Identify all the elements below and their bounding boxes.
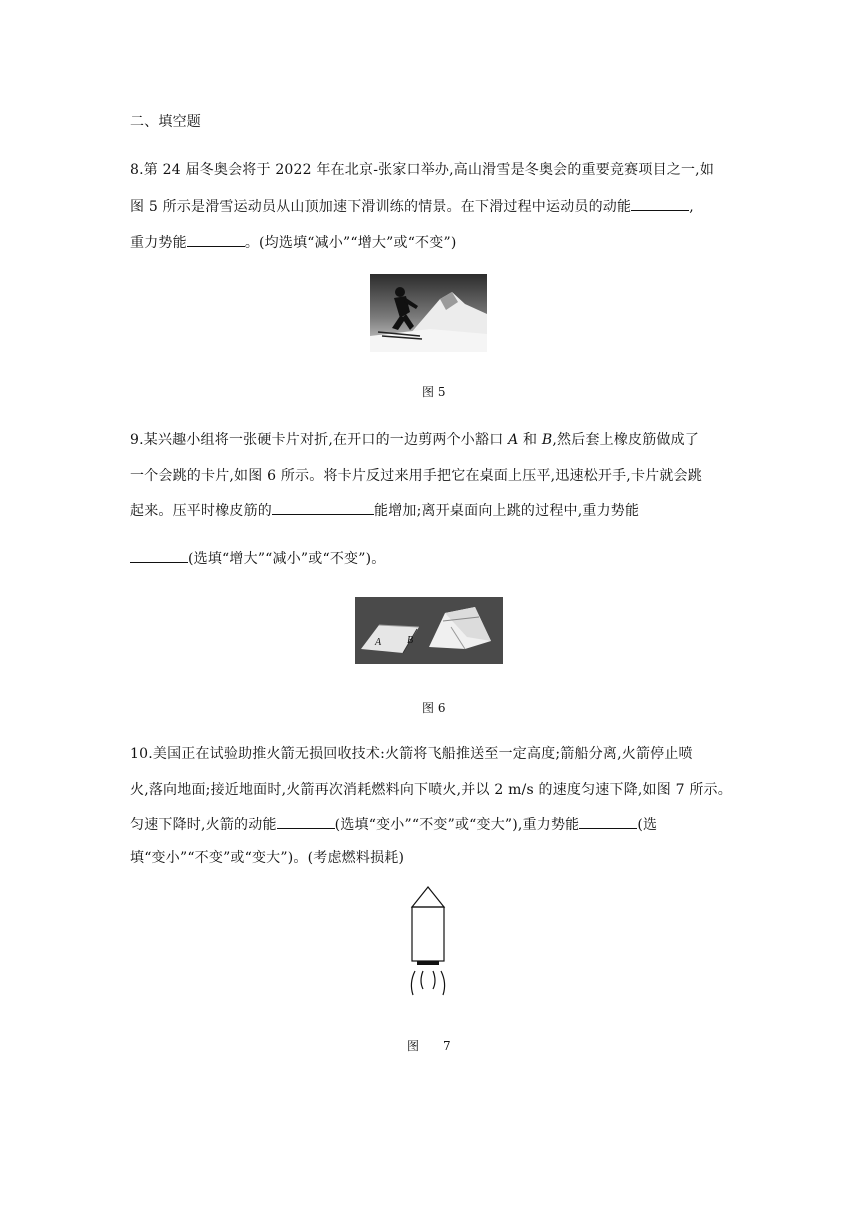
q10-line-3-tail: (选 [637, 817, 658, 833]
q10-line-3-mid: (选填“变小”“不变”或“变大”),重力势能 [334, 817, 580, 833]
figure-6-card-photo [355, 597, 503, 664]
figure-6-caption: 图 6 [422, 701, 446, 715]
var-b: B [541, 432, 553, 448]
rocket-diagram [405, 885, 451, 1000]
figure-7-caption: 图 7 [407, 1039, 451, 1053]
fig-label-a: A [375, 637, 382, 648]
figure-5-skier-photo [370, 274, 487, 352]
q8-line-3-text: 重力势能 [130, 235, 187, 251]
q9-line-1-text: 9.某兴趣小组将一张硬卡片对折,在开口的一边剪两个小豁口 [130, 432, 509, 448]
q8-line-2-text: 图 5 所示是滑雪运动员从山顶加速下滑训练的情景。在下滑过程中运动员的动能 [130, 199, 632, 215]
skier-image [370, 274, 487, 352]
q9-line-2: 一个会跳的卡片,如图 6 所示。将卡片反过来用手把它在桌面上压平,迅速松开手,卡片就会跳 [130, 468, 702, 484]
q8-line-3-tail: 。(均选填“减小”“增大”或“不变”) [244, 235, 457, 251]
q9-line-4 [130, 548, 385, 569]
q8-line-2-tail: , [689, 199, 694, 215]
q9-line-1-tail: ,然后套上橡皮筋做成了 [552, 432, 700, 448]
q9-line-3-tail: 能增加;离开桌面向上跳的过程中,重力势能 [374, 503, 640, 519]
q8-line-3 [130, 232, 456, 253]
q10-line-2: 火,落向地面;接近地面时,火箭再次消耗燃料向下喷火,并以 2 m/s 的速度匀速下降,如图 7 所示。 [130, 782, 732, 798]
answer-blank[interactable] [631, 196, 689, 211]
figure-5-caption: 图 5 [422, 385, 446, 399]
q10-line-3-text: 匀速下降时,火箭的动能 [130, 817, 277, 833]
q10-line-4: 填“变小”“不变”或“变大”)。(考虑燃料损耗) [130, 850, 405, 866]
q9-line-3-text: 起来。压平时橡皮筋的 [130, 503, 272, 519]
q9-line-1 [130, 430, 699, 450]
figure-7-rocket [405, 885, 451, 1000]
q10-line-3 [130, 814, 657, 835]
q9-and: 和 [518, 432, 542, 448]
q9-line-4-text: (选填“增大”“减小”或“不变”)。 [188, 551, 386, 567]
answer-blank[interactable] [579, 814, 637, 829]
q8-line-1: 8.第 24 届冬奥会将于 2022 年在北京-张家口举办,高山滑雪是冬奥会的重要竞赛项目之一,如 [130, 162, 715, 178]
answer-blank[interactable] [187, 232, 245, 247]
fig-label-b: B [407, 635, 414, 646]
answer-blank[interactable] [277, 814, 335, 829]
answer-blank[interactable] [130, 548, 188, 563]
q9-line-3 [130, 500, 639, 521]
answer-blank[interactable] [272, 500, 374, 515]
section-title: 二、填空题 [130, 114, 201, 130]
q10-line-1: 10.美国正在试验助推火箭无损回收技术:火箭将飞船推送至一定高度;箭船分离,火箭停止喷 [130, 746, 693, 762]
var-a: A [508, 432, 519, 448]
q8-line-2 [130, 196, 694, 217]
jumping-card-image [355, 597, 503, 664]
